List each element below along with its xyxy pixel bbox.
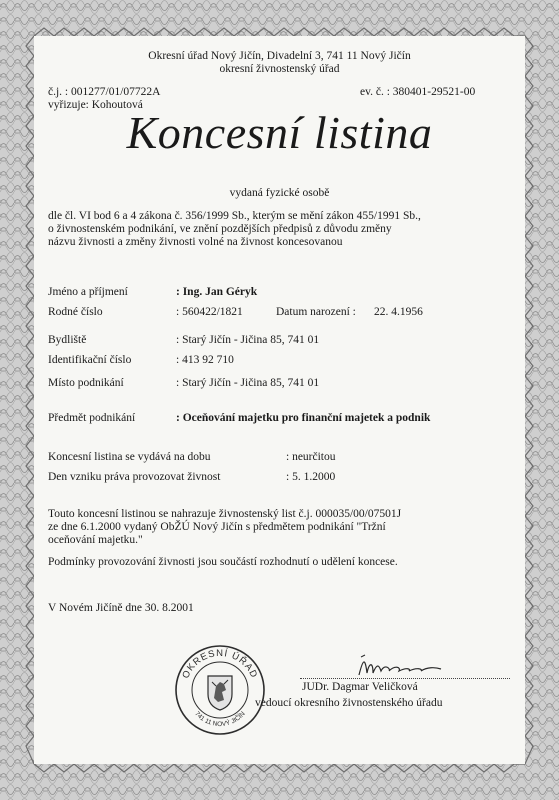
- official-stamp: [172, 640, 268, 736]
- document-title: Koncesní listina: [126, 107, 433, 158]
- birth-date-value: 22. 4.1956: [374, 306, 423, 318]
- stamp-bottom-text: 741 11 NOVÝ JIČÍN: [193, 710, 247, 729]
- signer-name: JUDr. Dagmar Veličková: [302, 681, 418, 693]
- business-subject-value: : Oceňování majetku pro finanční majetek a podnik: [176, 412, 431, 424]
- birth-date-label: Datum narození :: [276, 306, 356, 318]
- signature-line: [300, 678, 510, 680]
- identification-number-label: Identifikační číslo: [48, 354, 132, 366]
- place-and-date: V Novém Jičíně dne 30. 8.2001: [48, 602, 194, 614]
- business-subject-label: Předmět podnikání: [48, 412, 136, 424]
- registration-number: ev. č. : 380401-29521-00: [360, 86, 476, 98]
- business-place-value: : Starý Jičín - Jičina 85, 741 01: [176, 377, 320, 389]
- law-line: dle čl. VI bod 6 a 4 zákona č. 356/1999 Sb., kterým se mění zákon 455/1991 Sb.,: [48, 210, 421, 222]
- validity-value: : neurčitou: [286, 451, 336, 463]
- signer-role: vedoucí okresního živnostenského úřadu: [255, 697, 443, 709]
- start-date-value: : 5. 1.2000: [286, 471, 336, 483]
- replacement-note-line: ze dne 6.1.2000 vydaný ObŽÚ Nový Jičín s předmětem podnikání "Tržní: [48, 521, 386, 533]
- handwritten-signature: [355, 653, 445, 679]
- law-line: názvu živnosti a změny živnosti volné na živnost koncesovanou: [48, 236, 343, 248]
- office-line: Okresní úřad Nový Jičín, Divadelní 3, 741 11 Nový Jičín: [148, 50, 411, 62]
- conditions-note: Podmínky provozování živnosti jsou součástí rozhodnutí o udělení koncese.: [48, 556, 398, 568]
- coat-of-arms-icon: [208, 676, 232, 710]
- handled-by: vyřizuje: Kohoutová: [48, 99, 143, 111]
- svg-text:741 11 NOVÝ JIČÍN: [193, 710, 247, 728]
- law-line: o živnostenském podnikání, ve znění pozdějších předpisů z důvodu změny: [48, 223, 392, 235]
- residence-value: : Starý Jičín - Jičina 85, 741 01: [176, 334, 320, 346]
- replacement-note-line: oceňování majetku.": [48, 534, 143, 546]
- name-label: Jméno a příjmení: [48, 286, 128, 298]
- stamp-top-text: OKRESNÍ ÚŘAD: [180, 648, 260, 681]
- replacement-note-line: Touto koncesní listinou se nahrazuje živnostenský list č.j. 000035/00/07501J: [48, 508, 402, 520]
- birth-number-value: : 560422/1821: [176, 306, 243, 318]
- identification-number-value: : 413 92 710: [176, 354, 234, 366]
- issued-to: vydaná fyzické osobě: [229, 187, 330, 199]
- birth-number-label: Rodné číslo: [48, 306, 103, 318]
- start-date-label: Den vzniku práva provozovat živnost: [48, 471, 221, 483]
- business-place-label: Místo podnikání: [48, 377, 124, 389]
- reference-number: č.j. : 001277/01/07722A: [48, 86, 161, 98]
- residence-label: Bydliště: [48, 334, 87, 346]
- name-value: : Ing. Jan Géryk: [176, 286, 258, 298]
- office-subtitle: okresní živnostenský úřad: [219, 63, 340, 75]
- validity-label: Koncesní listina se vydává na dobu: [48, 451, 211, 463]
